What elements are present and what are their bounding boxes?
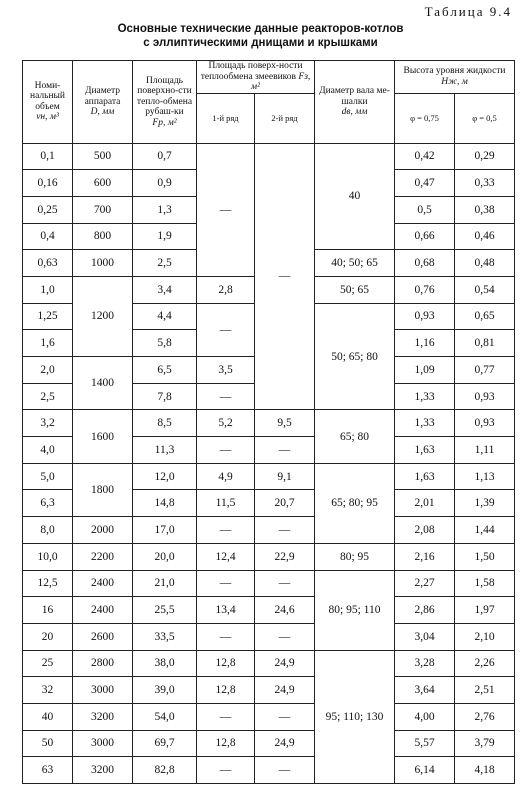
cell-diameter: 3200 <box>73 757 133 784</box>
cell-diameter: 1200 <box>73 276 133 356</box>
cell-jacket: 6,5 <box>133 357 197 384</box>
cell-level-05: 0,93 <box>455 383 515 410</box>
cell-volume: 16 <box>23 597 73 624</box>
header-phi-05: φ = 0,5 <box>455 93 515 143</box>
cell-diameter: 700 <box>73 196 133 223</box>
cell-diameter: 1800 <box>73 463 133 516</box>
cell-jacket: 25,5 <box>133 597 197 624</box>
cell-level-075: 2,16 <box>395 543 455 570</box>
cell-level-05: 1,44 <box>455 517 515 544</box>
cell-volume: 5,0 <box>23 463 73 490</box>
cell-jacket: 12,0 <box>133 463 197 490</box>
cell-level-075: 0,42 <box>395 143 455 170</box>
cell-jacket: 0,9 <box>133 170 197 197</box>
cell-volume: 2,5 <box>23 383 73 410</box>
cell-coil-row1: 4,9 <box>197 463 255 490</box>
cell-coil-row2: 20,7 <box>255 490 315 517</box>
cell-coil-row1: — <box>197 383 255 410</box>
cell-jacket: 14,8 <box>133 490 197 517</box>
cell-diameter: 800 <box>73 223 133 250</box>
cell-volume: 1,0 <box>23 276 73 303</box>
cell-volume: 0,25 <box>23 196 73 223</box>
cell-level-075: 1,63 <box>395 437 455 464</box>
cell-level-05: 0,93 <box>455 410 515 437</box>
cell-jacket: 3,4 <box>133 276 197 303</box>
cell-diameter: 500 <box>73 143 133 170</box>
cell-coil-row2: — <box>255 757 315 784</box>
cell-level-075: 0,93 <box>395 303 455 330</box>
cell-volume: 4,0 <box>23 437 73 464</box>
cell-diameter: 1000 <box>73 250 133 277</box>
cell-level-075: 3,64 <box>395 677 455 704</box>
cell-level-05: 1,13 <box>455 463 515 490</box>
cell-diameter: 2400 <box>73 597 133 624</box>
cell-coil-row2: — <box>255 703 315 730</box>
cell-level-075: 6,14 <box>395 757 455 784</box>
cell-level-05: 1,11 <box>455 437 515 464</box>
header-coil-row2: 2-й ряд <box>255 93 315 143</box>
cell-level-075: 3,04 <box>395 623 455 650</box>
cell-jacket: 1,3 <box>133 196 197 223</box>
cell-level-075: 2,08 <box>395 517 455 544</box>
cell-volume: 3,2 <box>23 410 73 437</box>
cell-level-05: 2,26 <box>455 650 515 677</box>
cell-diameter: 3200 <box>73 703 133 730</box>
cell-volume: 50 <box>23 730 73 757</box>
header-level: Высота уровня жидкости Hж, м <box>395 61 515 94</box>
cell-level-075: 2,01 <box>395 490 455 517</box>
cell-volume: 1,6 <box>23 330 73 357</box>
cell-volume: 1,25 <box>23 303 73 330</box>
cell-level-05: 0,38 <box>455 196 515 223</box>
cell-jacket: 5,8 <box>133 330 197 357</box>
cell-level-075: 1,16 <box>395 330 455 357</box>
cell-diameter: 600 <box>73 170 133 197</box>
header-jacket-area: Площадь поверхно-сти тепло-обмена рубаш-ки Fр, м² <box>133 61 197 144</box>
table-title <box>0 22 521 50</box>
cell-coil-row2: — <box>255 570 315 597</box>
cell-level-075: 4,00 <box>395 703 455 730</box>
cell-coil-row2: — <box>255 143 315 410</box>
header-coil-row1: 1-й ряд <box>197 93 255 143</box>
cell-diameter: 2200 <box>73 543 133 570</box>
cell-volume: 0,16 <box>23 170 73 197</box>
cell-jacket: 21,0 <box>133 570 197 597</box>
cell-shaft: 40 <box>315 143 395 250</box>
cell-diameter: 2400 <box>73 570 133 597</box>
cell-shaft: 40; 50; 65 <box>315 250 395 277</box>
header-shaft: Диаметр вала ме-шалки dв, мм <box>315 61 395 144</box>
cell-level-05: 0,77 <box>455 357 515 384</box>
cell-volume: 6,3 <box>23 490 73 517</box>
cell-level-05: 0,29 <box>455 143 515 170</box>
cell-level-05: 2,10 <box>455 623 515 650</box>
cell-level-05: 3,79 <box>455 730 515 757</box>
cell-volume: 0,4 <box>23 223 73 250</box>
cell-jacket: 4,4 <box>133 303 197 330</box>
cell-coil-row2: 22,9 <box>255 543 315 570</box>
cell-level-05: 0,65 <box>455 303 515 330</box>
cell-diameter: 1600 <box>73 410 133 463</box>
header-volume: Номи-нальный объем vн, м³ <box>23 61 73 144</box>
title-line-2: с эллиптическими днищами и крышками <box>143 37 378 49</box>
cell-jacket: 8,5 <box>133 410 197 437</box>
cell-level-05: 0,46 <box>455 223 515 250</box>
cell-coil-row1: 13,4 <box>197 597 255 624</box>
cell-volume: 40 <box>23 703 73 730</box>
cell-coil-row1: — <box>197 303 255 356</box>
cell-jacket: 39,0 <box>133 677 197 704</box>
cell-volume: 25 <box>23 650 73 677</box>
cell-level-075: 2,27 <box>395 570 455 597</box>
cell-volume: 8,0 <box>23 517 73 544</box>
cell-jacket: 2,5 <box>133 250 197 277</box>
cell-coil-row1: 12,8 <box>197 677 255 704</box>
cell-level-05: 0,54 <box>455 276 515 303</box>
cell-coil-row1: — <box>197 437 255 464</box>
cell-coil-row1: 12,8 <box>197 650 255 677</box>
cell-diameter: 3000 <box>73 730 133 757</box>
cell-jacket: 20,0 <box>133 543 197 570</box>
cell-shaft: 65; 80 <box>315 410 395 463</box>
cell-jacket: 7,8 <box>133 383 197 410</box>
cell-level-075: 2,86 <box>395 597 455 624</box>
title-line-1: Основные технические данные реакторов-котлов <box>117 23 404 35</box>
cell-diameter: 2000 <box>73 517 133 544</box>
cell-volume: 20 <box>23 623 73 650</box>
cell-jacket: 33,5 <box>133 623 197 650</box>
cell-coil-row2: 24,9 <box>255 650 315 677</box>
cell-level-05: 2,76 <box>455 703 515 730</box>
cell-coil-row2: — <box>255 623 315 650</box>
cell-shaft: 50; 65; 80 <box>315 303 395 410</box>
cell-coil-row2: 24,6 <box>255 597 315 624</box>
cell-jacket: 54,0 <box>133 703 197 730</box>
cell-diameter: 2600 <box>73 623 133 650</box>
cell-coil-row1: 12,8 <box>197 730 255 757</box>
cell-coil-row2: — <box>255 437 315 464</box>
cell-coil-row2: 24,9 <box>255 677 315 704</box>
cell-level-075: 3,28 <box>395 650 455 677</box>
cell-volume: 12,5 <box>23 570 73 597</box>
cell-level-075: 0,5 <box>395 196 455 223</box>
cell-volume: 0,1 <box>23 143 73 170</box>
cell-jacket: 0,7 <box>133 143 197 170</box>
cell-level-075: 1,09 <box>395 357 455 384</box>
cell-shaft: 65; 80; 95 <box>315 463 395 543</box>
cell-coil-row1: 12,4 <box>197 543 255 570</box>
cell-shaft: 80; 95; 110 <box>315 570 395 650</box>
cell-level-05: 4,18 <box>455 757 515 784</box>
cell-level-05: 1,50 <box>455 543 515 570</box>
cell-jacket: 17,0 <box>133 517 197 544</box>
cell-coil-row1: — <box>197 517 255 544</box>
cell-coil-row1: 2,8 <box>197 276 255 303</box>
cell-jacket: 69,7 <box>133 730 197 757</box>
cell-volume: 0,63 <box>23 250 73 277</box>
cell-coil-row1: — <box>197 143 255 276</box>
cell-coil-row1: 11,5 <box>197 490 255 517</box>
cell-level-05: 0,33 <box>455 170 515 197</box>
cell-level-075: 0,76 <box>395 276 455 303</box>
cell-level-05: 2,51 <box>455 677 515 704</box>
cell-coil-row1: — <box>197 570 255 597</box>
cell-level-075: 1,33 <box>395 410 455 437</box>
cell-level-075: 1,63 <box>395 463 455 490</box>
cell-jacket: 11,3 <box>133 437 197 464</box>
cell-level-05: 1,39 <box>455 490 515 517</box>
cell-coil-row2: 24,9 <box>255 730 315 757</box>
cell-coil-row2: — <box>255 517 315 544</box>
cell-level-075: 0,66 <box>395 223 455 250</box>
cell-volume: 32 <box>23 677 73 704</box>
cell-level-05: 1,58 <box>455 570 515 597</box>
cell-level-05: 0,81 <box>455 330 515 357</box>
cell-level-075: 0,68 <box>395 250 455 277</box>
cell-diameter: 1400 <box>73 357 133 410</box>
cell-coil-row2: 9,1 <box>255 463 315 490</box>
cell-coil-row1: — <box>197 703 255 730</box>
table-number: Таблица 9.4 <box>424 4 512 19</box>
cell-coil-row1: — <box>197 757 255 784</box>
cell-diameter: 3000 <box>73 677 133 704</box>
cell-level-05: 1,97 <box>455 597 515 624</box>
cell-diameter: 2800 <box>73 650 133 677</box>
cell-level-075: 1,33 <box>395 383 455 410</box>
cell-jacket: 82,8 <box>133 757 197 784</box>
cell-coil-row1: 5,2 <box>197 410 255 437</box>
header-phi-075: φ = 0,75 <box>395 93 455 143</box>
reactor-data-table <box>22 60 515 784</box>
cell-level-075: 5,57 <box>395 730 455 757</box>
cell-volume: 10,0 <box>23 543 73 570</box>
cell-level-05: 0,48 <box>455 250 515 277</box>
cell-coil-row1: 3,5 <box>197 357 255 384</box>
cell-coil-row2: 9,5 <box>255 410 315 437</box>
cell-coil-row1: — <box>197 623 255 650</box>
cell-volume: 63 <box>23 757 73 784</box>
cell-jacket: 38,0 <box>133 650 197 677</box>
cell-jacket: 1,9 <box>133 223 197 250</box>
header-coil-area: Площадь поверх-ности теплообмена змеевиков Fз, м² <box>197 61 315 94</box>
cell-shaft: 95; 110; 130 <box>315 650 395 783</box>
cell-volume: 2,0 <box>23 357 73 384</box>
cell-shaft: 50; 65 <box>315 276 395 303</box>
cell-level-075: 0,47 <box>395 170 455 197</box>
cell-shaft: 80; 95 <box>315 543 395 570</box>
header-diameter: Диаметр аппарата D, мм <box>73 61 133 144</box>
